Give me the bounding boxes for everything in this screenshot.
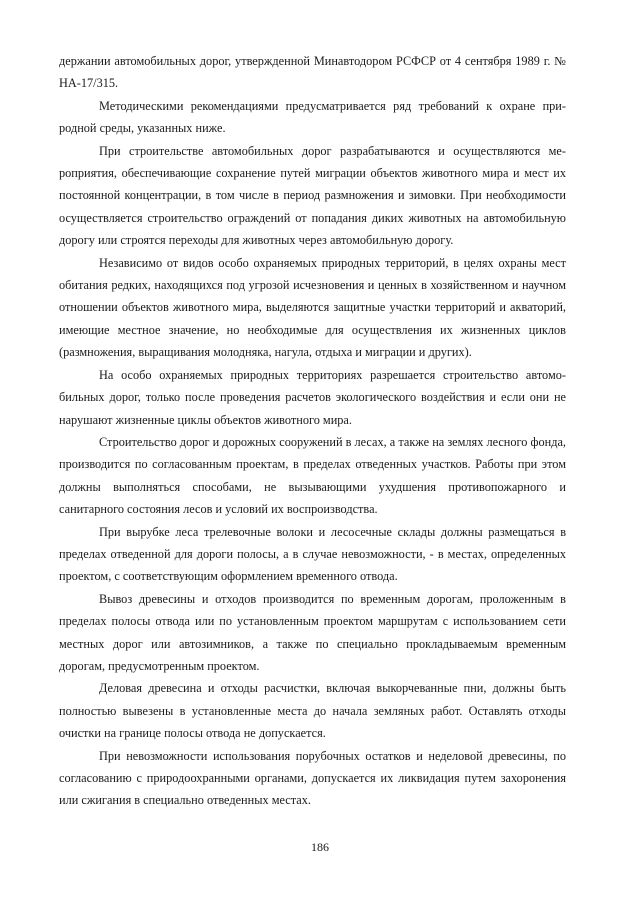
paragraph-continuation: держании автомобильных дорог, утвержденной Минавтодором РСФСР от 4 сентября 1989 г. № НА-17/315. <box>59 54 566 91</box>
document-page <box>59 50 566 812</box>
paragraph-residue-disposal: При невозможности использования порубочных остатков и неделовой древесины, по согласованию с природоохранными органами, допускается их ликвидация путем захоронения или сжигания в специально отведенных местах. <box>59 748 566 808</box>
paragraph-protected-areas: Независимо от видов особо охраняемых природных территорий, в целях охраны мест обитания редких, находящихся под угрозой исчезновения и ценных в хозяйственном и научном отношении объектов животного мира, выделяются защитные участки территорий и акваторий, имеющие местное значение, но необходимые для осуществления их жизненных циклов (размножения, выращивания молодняка, нагула, отдыха и миграции и других). <box>59 255 566 360</box>
paragraph-migration-routes: При строительстве автомобильных дорог разрабатываются и осуществляются мероприятия, обеспечивающие сохранение путей миграции объектов животного мира и мест их постоянной концентрации, в том числе в период размножения и зимовки. При необходимости осуществляется строительство ограждений от попадания диких животных на автомобильную дорогу или строятся переходы для животных через автомобильную дорогу. <box>59 143 566 248</box>
paragraph-intro-requirements: Методическими рекомендациями предусматривается ряд требований к охране природной среды, указанных ниже. <box>59 98 566 136</box>
paragraph-forest-construction: Строительство дорог и дорожных сооружений в лесах, а также на землях лесного фонда, производится по согласованным проектам, в пределах отведенных участков. Работы при этом должны выполняться способами, не вызывающими ухудшения противопожарного и санитарного состояния лесов и условий их воспроизводства. <box>59 434 566 517</box>
paragraph-commercial-timber: Деловая древесина и отходы расчистки, включая выкорчеванные пни, должны быть полностью вывезены в установленные места до начала земляных работ. Оставлять отходы очистки на границе полосы отвода не допускается. <box>59 681 566 741</box>
paragraph-timber-removal: Вывоз древесины и отходов производится по временным дорогам, проложенным в пределах полосы отвода или по установленным проектом маршрутам с использованием сети местных дорог или автозимников, а также по специально прокладываемым временным дорогам, предусмотренным проектом. <box>59 591 566 673</box>
page-number: 186 <box>311 840 329 854</box>
paragraph-logging: При вырубке леса трелевочные волоки и лесосечные склады должны размещаться в пределах отведенной для дороги полосы, а в случае невозможности, - в местах, определенных проектом, с соответствующим оформлением временного отвода. <box>59 524 566 584</box>
paragraph-road-construction-permit: На особо охраняемых природных территориях разрешается строительство автомобильных дорог, только после проведения расчетов экологического воздействия и если они не нарушают жизненные циклы объектов животного мира. <box>59 367 566 427</box>
